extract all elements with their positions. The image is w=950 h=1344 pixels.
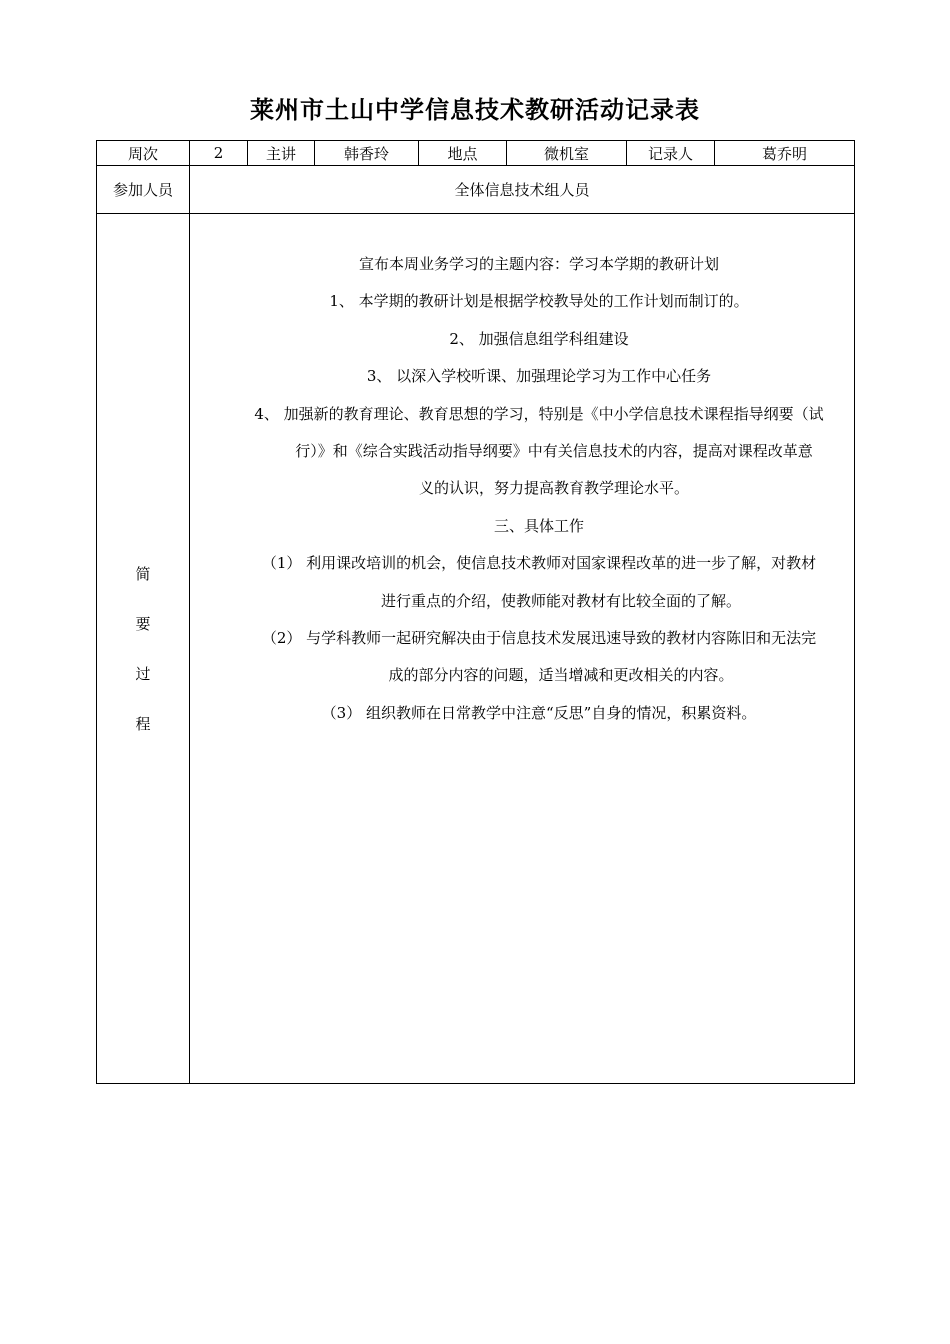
process-line: （1） 利用课改培训的机会，使信息技术教师对国家课程改革的进一步了解，对教材: [261, 554, 817, 573]
process-line: 义的认识，努力提高教育教学理论水平。: [418, 479, 689, 498]
process-label: [97, 214, 190, 1084]
process-line: 2、 加强信息组学科组建设: [449, 329, 629, 348]
process-line: 宣布本周业务学习的主题内容：学习本学期的教研计划: [358, 255, 719, 273]
participants-value: 全体信息技术组人员: [190, 166, 855, 214]
recorder-value: 葛乔明: [715, 141, 855, 166]
recorder-label: 记录人: [627, 141, 715, 166]
document-title: 莱州市土山中学信息技术教研活动记录表: [250, 96, 700, 124]
place-value: 微机室: [507, 141, 627, 166]
process-line: 1、 本学期的教研计划是根据学校教导处的工作计划而制订的。: [329, 292, 749, 311]
process-label-char: 程: [135, 714, 151, 733]
participants-label: 参加人员: [97, 166, 190, 214]
record-table: [96, 140, 855, 1084]
process-line: （2） 与学科教师一起研究解决由于信息技术发展迅速导致的教材内容陈旧和无法完: [261, 629, 817, 648]
process-label-char: 简: [135, 564, 151, 583]
process-label-char: 要: [135, 614, 151, 633]
place-label: 地点: [419, 141, 507, 166]
speaker-label: 主讲: [248, 141, 315, 166]
participants-row: [97, 166, 855, 214]
week-label: 周次: [97, 141, 190, 166]
header-row: [97, 141, 855, 166]
process-line: 4、 加强新的教育理论、教育思想的学习，特别是《中小学信息技术课程指导纲要（试: [254, 404, 824, 423]
process-line: （3） 组织教师在日常教学中注意“反思”自身的情况，积累资料。: [321, 703, 757, 722]
process-row: [97, 214, 855, 1084]
process-label-char: 过: [135, 664, 151, 683]
process-line: 行）》和《综合实践活动指导纲要》中有关信息技术的内容，提高对课程改革意: [295, 442, 813, 461]
process-line: 进行重点的介绍，使教师能对教材有比较全面的了解。: [380, 591, 741, 610]
process-line: 3、 以深入学校听课、加强理论学习为工作中心任务: [366, 367, 712, 386]
process-content: [190, 214, 855, 1084]
process-line: 三、具体工作: [493, 516, 584, 535]
week-value: 2: [190, 141, 248, 166]
process-line: 成的部分内容的问题，适当增减和更改相关的内容。: [388, 666, 734, 685]
speaker-value: 韩香玲: [315, 141, 419, 166]
